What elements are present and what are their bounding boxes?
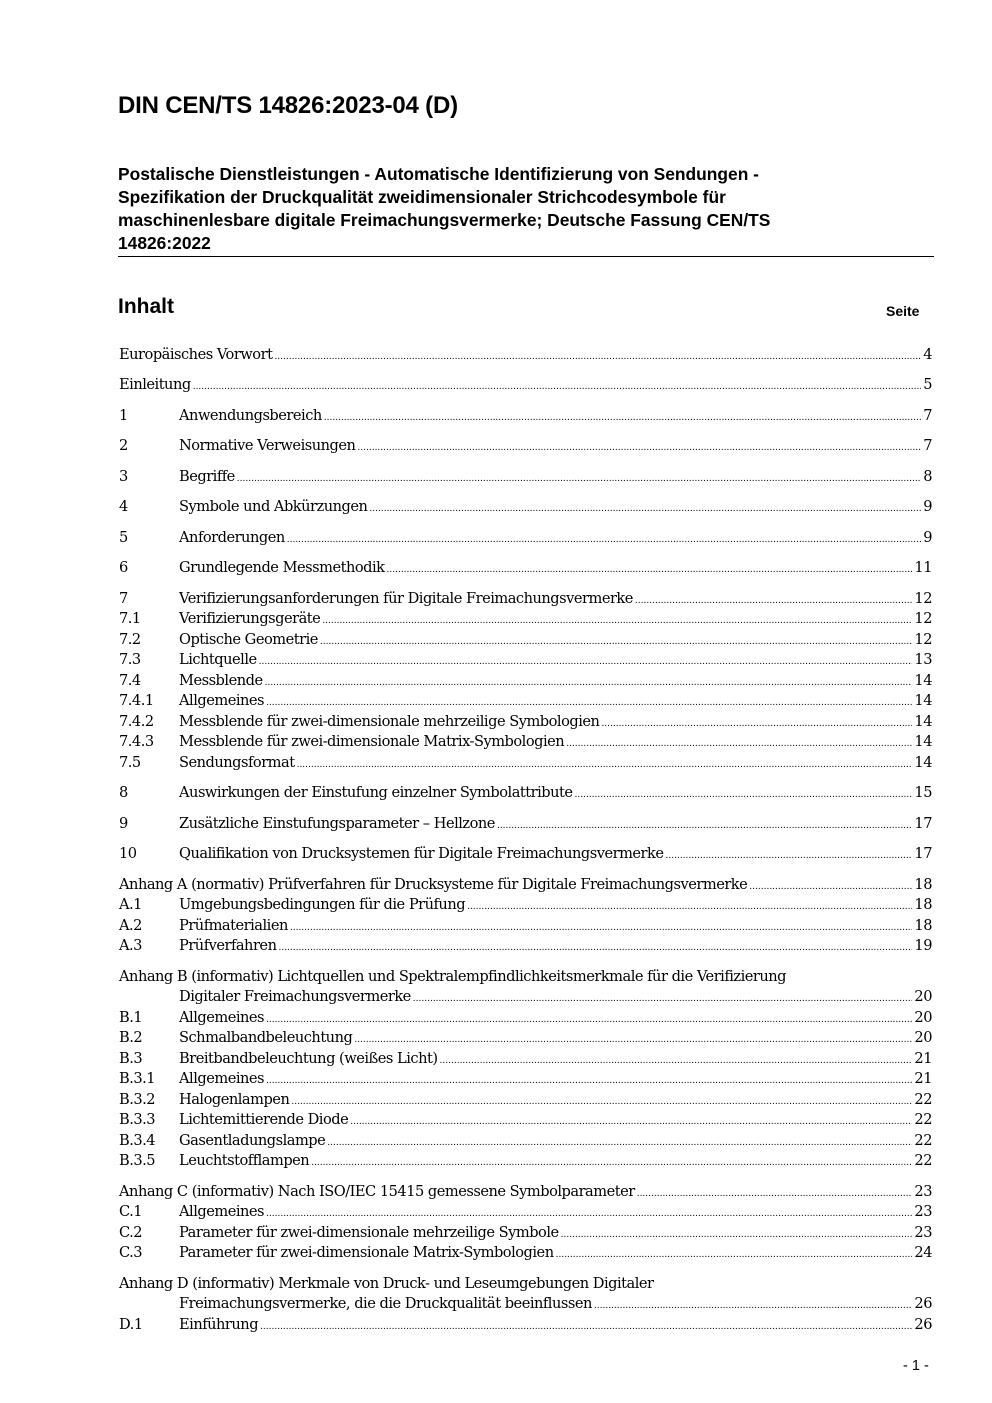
toc-entry-line — [179, 497, 932, 519]
toc-entry-page: 15 — [914, 784, 932, 801]
toc-entry[interactable] — [119, 630, 932, 650]
toc-entry-number: B.3.3 — [119, 1111, 156, 1128]
toc-entry-page: 20 — [914, 1009, 932, 1026]
toc-entry-page: 22 — [914, 1152, 932, 1169]
toc-dot-leader — [291, 1092, 912, 1112]
toc-entry-line — [179, 1090, 932, 1112]
toc-entry-title: Auswirkungen der Einstufung einzelner Symbolattribute — [179, 784, 573, 801]
toc-entry-number: C.3 — [119, 1244, 143, 1261]
toc-entry-number: A.1 — [119, 896, 142, 913]
toc-entry-title: Grundlegende Messmethodik — [179, 559, 385, 576]
toc-entry[interactable] — [119, 558, 932, 578]
toc-dot-leader — [287, 530, 921, 550]
toc-entry-line — [179, 1202, 932, 1224]
toc-entry-page: 7 — [923, 407, 932, 424]
toc-entry-title: Normative Verweisungen — [179, 437, 356, 454]
toc-dot-leader — [357, 438, 921, 458]
toc-entry-line — [179, 589, 932, 611]
toc-dot-leader — [561, 1225, 913, 1245]
toc-entry-number: 2 — [119, 437, 128, 454]
toc-entry-page: 23 — [914, 1203, 932, 1220]
toc-entry-page: 19 — [914, 937, 932, 954]
toc-entry-line — [179, 467, 932, 489]
toc-entry-page: 22 — [914, 1132, 932, 1149]
toc-entry-page: 9 — [923, 498, 932, 515]
toc-entry-page: 18 — [914, 917, 932, 934]
toc-entry-title: Begriffe — [179, 468, 235, 485]
toc-heading: Inhalt — [118, 295, 174, 318]
toc-entry[interactable] — [119, 467, 932, 487]
toc-dot-leader — [635, 591, 913, 611]
toc-entry-page: 20 — [914, 1029, 932, 1046]
toc-entry-line — [119, 1182, 932, 1204]
toc-entry-number: B.3.2 — [119, 1091, 156, 1108]
toc-entry-line — [179, 987, 932, 1009]
toc-dot-leader — [290, 918, 913, 938]
toc-entry-page: 14 — [914, 754, 932, 771]
toc-entry-line — [179, 732, 932, 754]
toc-entry-title: Symbole und Abkürzungen — [179, 498, 368, 515]
toc-entry-title: Freimachungsvermerke, die die Druckqualität beeinflussen — [179, 1295, 592, 1312]
toc-entry-line — [179, 1315, 932, 1337]
toc-entry-page: 8 — [923, 468, 932, 485]
toc-entry[interactable] — [119, 967, 932, 987]
toc-entry[interactable] — [119, 1028, 932, 1048]
toc-dot-leader — [260, 1317, 912, 1337]
toc-entry[interactable] — [119, 375, 932, 395]
title-line: Spezifikation der Druckqualität zweidimensionaler Strichcodesymbole für — [118, 187, 726, 207]
toc-entry-line — [119, 375, 932, 397]
toc-entry-line — [179, 1223, 932, 1245]
toc-entry-number: 10 — [119, 845, 137, 862]
toc-entry[interactable] — [119, 1049, 932, 1069]
toc-entry-title: Einführung — [179, 1316, 259, 1333]
toc-entry-title: Allgemeines — [179, 692, 265, 709]
toc-entry-title: Lichtemittierende Diode — [179, 1111, 349, 1128]
toc-entry[interactable] — [119, 814, 932, 834]
toc-entry-number: 6 — [119, 559, 128, 576]
toc-entry-page: 14 — [914, 672, 932, 689]
toc-entry-page: 26 — [914, 1295, 932, 1312]
toc-entry-page: 12 — [914, 610, 932, 627]
toc-dot-leader — [566, 734, 912, 754]
toc-entry-title: Verifizierungsgeräte — [179, 610, 321, 627]
toc-entry[interactable] — [119, 987, 932, 1007]
toc-entry-title: Qualifikation von Drucksystemen für Digitale Freimachungsvermerke — [179, 845, 664, 862]
toc-entry-page: 23 — [914, 1224, 932, 1241]
toc-dot-leader — [601, 714, 912, 734]
toc-dot-leader — [320, 632, 913, 652]
toc-entry-page: 26 — [914, 1316, 932, 1333]
toc-entry-number: 7 — [119, 590, 128, 607]
toc-entry[interactable] — [119, 732, 932, 752]
toc-dot-leader — [369, 499, 921, 519]
toc-entry-title: Anforderungen — [179, 529, 285, 546]
toc-entry[interactable] — [119, 609, 932, 629]
toc-entry[interactable] — [119, 936, 932, 956]
toc-entry-title: Messblende — [179, 672, 263, 689]
toc-dot-leader — [266, 1010, 912, 1030]
toc-entry-page: 20 — [914, 988, 932, 1005]
toc-entry[interactable] — [119, 671, 932, 691]
toc-dot-leader — [265, 673, 913, 693]
toc-entry-number: 7.2 — [119, 631, 141, 648]
toc-entry-title: Anhang D (informativ) Merkmale von Druck- und Leseumgebungen Digitaler — [119, 1275, 654, 1292]
toc-dot-leader — [354, 1030, 912, 1050]
toc-entry-title: Prüfverfahren — [179, 937, 277, 954]
toc-entry-page: 23 — [914, 1183, 932, 1200]
toc-dot-leader — [749, 877, 912, 897]
toc-entry-title: Allgemeines — [179, 1009, 265, 1026]
title-line: Postalische Dienstleistungen - Automatische Identifizierung von Sendungen - — [118, 164, 759, 184]
toc-entry-page: 21 — [914, 1050, 932, 1067]
toc-entry-line — [119, 345, 932, 367]
toc-entry-title: Breitbandbeleuchtung (weißes Licht) — [179, 1050, 438, 1067]
toc-entry[interactable] — [119, 1202, 932, 1222]
toc-entry-line — [179, 671, 932, 693]
toc-dot-leader — [193, 377, 922, 397]
toc-entry[interactable] — [119, 875, 932, 895]
toc-entry[interactable] — [119, 528, 932, 548]
toc-entry[interactable] — [119, 1182, 932, 1202]
toc-entry-title: Schmalbandbeleuchtung — [179, 1029, 353, 1046]
toc-entry-title: Anhang B (informativ) Lichtquellen und Spektralempfindlichkeitsmerkmale für die Verifizierung — [119, 968, 787, 985]
toc-entry-title: Anhang A (normativ) Prüfverfahren für Drucksysteme für Digitale Freimachungsvermerke — [119, 876, 748, 893]
toc-entry-number: 4 — [119, 498, 128, 515]
toc-entry-line — [179, 1294, 932, 1316]
toc-entry-number: 7.5 — [119, 754, 141, 771]
toc-entry-page: 14 — [914, 692, 932, 709]
toc-entry-title: Parameter für zwei-dimensionale mehrzeilige Symbole — [179, 1224, 559, 1241]
toc-entry-line — [119, 967, 932, 987]
toc-entry-line — [179, 895, 932, 917]
toc-entry-title: Europäisches Vorwort — [119, 346, 273, 363]
title-line: 14826:2022 — [118, 233, 211, 253]
toc-entry-page: 14 — [914, 713, 932, 730]
toc-entry-page: 11 — [914, 559, 932, 576]
toc-entry-number: B.3.1 — [119, 1070, 156, 1087]
toc-entry-line — [179, 1151, 932, 1173]
toc-entry-title: Allgemeines — [179, 1203, 265, 1220]
toc-entry[interactable] — [119, 1151, 932, 1171]
toc-entry-number: C.2 — [119, 1224, 143, 1241]
document-number: DIN CEN/TS 14826:2023-04 (D) — [118, 92, 458, 119]
toc-entry-line — [179, 528, 932, 550]
toc-entry-line — [179, 609, 932, 631]
toc-entry-title: Lichtquelle — [179, 651, 257, 668]
toc-entry-page: 22 — [914, 1111, 932, 1128]
toc-dot-leader — [387, 560, 913, 580]
toc-dot-leader — [237, 469, 921, 489]
toc-entry-number: D.1 — [119, 1316, 143, 1333]
toc-entry-number: A.3 — [119, 937, 142, 954]
toc-entry-number: 1 — [119, 407, 128, 424]
toc-dot-leader — [440, 1051, 913, 1071]
toc-entry[interactable] — [119, 1090, 932, 1110]
toc-entry-number: B.2 — [119, 1029, 143, 1046]
toc-entry[interactable] — [119, 691, 932, 711]
toc-entry-number: B.3.5 — [119, 1152, 156, 1169]
title-line: maschinenlesbare digitale Freimachungsvermerke; Deutsche Fassung CEN/TS — [118, 210, 771, 230]
toc-entry[interactable] — [119, 1315, 932, 1335]
toc-entry-number: 7.4.3 — [119, 733, 154, 750]
toc-entry-line — [179, 436, 932, 458]
toc-entry-line — [179, 691, 932, 713]
toc-entry[interactable] — [119, 345, 932, 365]
toc-entry-title: Messblende für zwei-dimensionale mehrzeilige Symbologien — [179, 713, 600, 730]
toc-entry-line — [179, 712, 932, 734]
toc-entry[interactable] — [119, 895, 932, 915]
toc-entry-line — [179, 916, 932, 938]
toc-entry-page: 17 — [914, 815, 932, 832]
toc-entry-number: 7.1 — [119, 610, 141, 627]
toc-entry[interactable] — [119, 1223, 932, 1243]
toc-entry-title: Einleitung — [119, 376, 191, 393]
toc-entry-number: B.3 — [119, 1050, 143, 1067]
toc-entry-line — [179, 406, 932, 428]
toc-entry-line — [179, 1069, 932, 1091]
toc-entry[interactable] — [119, 497, 932, 517]
toc-dot-leader — [266, 1204, 912, 1224]
toc-dot-leader — [259, 652, 913, 672]
toc-entry-page: 12 — [914, 631, 932, 648]
toc-entry-number: C.1 — [119, 1203, 143, 1220]
toc-entry-page: 14 — [914, 733, 932, 750]
toc-entry-title: Leuchtstofflampen — [179, 1152, 310, 1169]
toc-entry-title: Gasentladungslampe — [179, 1132, 326, 1149]
page-number: - 1 - — [903, 1358, 929, 1374]
toc-entry-title: Umgebungsbedingungen für die Prüfung — [179, 896, 466, 913]
toc-entry-number: B.1 — [119, 1009, 143, 1026]
toc-entry[interactable] — [119, 916, 932, 936]
toc-entry-line — [179, 650, 932, 672]
toc-entry-line — [179, 1008, 932, 1030]
toc-dot-leader — [637, 1184, 913, 1204]
toc-entry-line — [179, 936, 932, 958]
toc-entry-number: 9 — [119, 815, 128, 832]
toc-entry-page: 17 — [914, 845, 932, 862]
toc-dot-leader — [311, 1153, 912, 1173]
toc-entry-line — [179, 753, 932, 775]
toc-entry-title: Zusätzliche Einstufungsparameter – Hellzone — [179, 815, 495, 832]
toc-entry-line — [119, 875, 932, 897]
toc-entry-line — [179, 1028, 932, 1050]
toc-dot-leader — [324, 408, 921, 428]
toc-entry-title: Anwendungsbereich — [179, 407, 322, 424]
toc-dot-leader — [266, 693, 912, 713]
toc-entry[interactable] — [119, 844, 932, 864]
toc-entry-page: 4 — [923, 346, 932, 363]
toc-entry-title: Parameter für zwei-dimensionale Matrix-Symbologien — [179, 1244, 554, 1261]
toc-entry[interactable] — [119, 1069, 932, 1089]
toc-dot-leader — [497, 816, 912, 836]
toc-entry[interactable] — [119, 1110, 932, 1130]
toc-entry-number: B.3.4 — [119, 1132, 156, 1149]
toc-entry-number: 3 — [119, 468, 128, 485]
toc-entry-page: 13 — [914, 651, 932, 668]
toc-entry-line — [179, 1243, 932, 1265]
toc-entry-title: Allgemeines — [179, 1070, 265, 1087]
toc-entry-line — [179, 844, 932, 866]
toc-entry-page: 7 — [923, 437, 932, 454]
toc-entry-page: 22 — [914, 1091, 932, 1108]
toc-entry-page: 9 — [923, 529, 932, 546]
toc-entry[interactable] — [119, 589, 932, 609]
toc-entry[interactable] — [119, 1274, 932, 1294]
toc-dot-leader — [467, 897, 912, 917]
toc-dot-leader — [666, 846, 913, 866]
toc-entry[interactable] — [119, 650, 932, 670]
toc-entry-number: 7.3 — [119, 651, 141, 668]
toc-dot-leader — [322, 611, 912, 631]
toc-entry-line — [179, 1131, 932, 1153]
toc-entry-line — [179, 630, 932, 652]
toc-entry-page: 21 — [914, 1070, 932, 1087]
toc-entry-page: 24 — [914, 1244, 932, 1261]
toc-entry-line — [179, 814, 932, 836]
toc-entry[interactable] — [119, 436, 932, 456]
toc-entry-number: 7.4.1 — [119, 692, 154, 709]
page-column-label: Seite — [886, 303, 920, 319]
toc-entry[interactable] — [119, 783, 932, 803]
toc-dot-leader — [278, 938, 912, 958]
toc-dot-leader — [297, 755, 913, 775]
toc-entry-page: 5 — [923, 376, 932, 393]
toc-entry-page: 12 — [914, 590, 932, 607]
toc-dot-leader — [327, 1133, 912, 1153]
toc-dot-leader — [274, 347, 921, 367]
toc-entry[interactable] — [119, 1008, 932, 1028]
toc-entry[interactable] — [119, 406, 932, 426]
toc-entry-title: Halogenlampen — [179, 1091, 290, 1108]
toc-entry-page: 18 — [914, 876, 932, 893]
toc-entry[interactable] — [119, 753, 932, 773]
toc-entry-title: Anhang C (informativ) Nach ISO/IEC 15415 gemessene Symbolparameter — [119, 1183, 635, 1200]
toc-entry-title: Optische Geometrie — [179, 631, 318, 648]
toc-entry-line — [179, 1049, 932, 1071]
toc-entry-number: A.2 — [119, 917, 142, 934]
toc-entry-number: 7.4.2 — [119, 713, 154, 730]
toc-entry[interactable] — [119, 1131, 932, 1151]
toc-entry-title: Sendungsformat — [179, 754, 295, 771]
toc-dot-leader — [350, 1112, 912, 1132]
toc-entry-title: Prüfmaterialien — [179, 917, 288, 934]
toc-dot-leader — [575, 785, 913, 805]
toc-entry-title: Messblende für zwei-dimensionale Matrix-Symbologien — [179, 733, 565, 750]
toc-entry-number: 5 — [119, 529, 128, 546]
toc-entry-line — [179, 783, 932, 805]
toc-entry-title: Digitaler Freimachungsvermerke — [179, 988, 411, 1005]
toc-entry-page: 18 — [914, 896, 932, 913]
toc-entry[interactable] — [119, 712, 932, 732]
toc-entry[interactable] — [119, 1243, 932, 1263]
toc-entry-line — [119, 1274, 932, 1294]
toc-dot-leader — [266, 1071, 912, 1091]
toc-dot-leader — [413, 989, 913, 1009]
toc-entry[interactable] — [119, 1294, 932, 1314]
toc-dot-leader — [556, 1245, 913, 1265]
toc-entry-number: 8 — [119, 784, 128, 801]
toc-entry-title: Verifizierungsanforderungen für Digitale Freimachungsvermerke — [179, 590, 633, 607]
toc-entry-line — [179, 1110, 932, 1132]
toc-dot-leader — [594, 1296, 913, 1316]
toc-entry-line — [179, 558, 932, 580]
toc-entry-number: 7.4 — [119, 672, 141, 689]
